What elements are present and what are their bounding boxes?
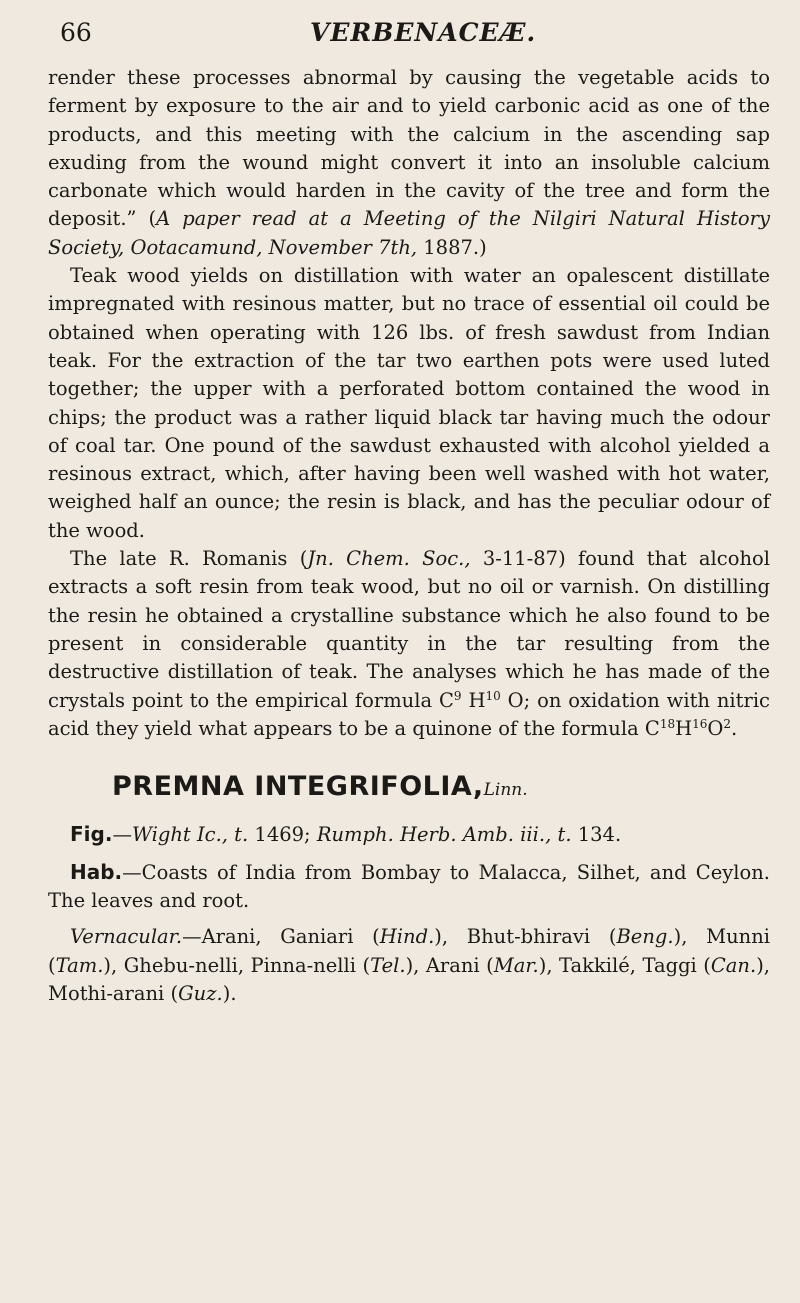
paragraph-continuation: render these processes abnormal by causing the vegetable acids to ferment by exposure to the air and to yield carbonic acid as one of the products, and this meeting with the calcium in the ascending sap exuding from the wound might convert it into an insoluble calcium carbonate which would harden in the cavity of the tree and form the deposit.” (A paper read at a Meeting of the Nilgiri Natural History Society, Ootacamund, November 7th, 1887.) (48, 66, 770, 259)
spacer (48, 915, 770, 923)
page-header (48, 18, 770, 64)
species-heading (48, 773, 770, 804)
page-number: 66 (60, 18, 92, 47)
body-text (48, 64, 770, 1008)
species-authority: Linn. (483, 780, 528, 801)
fig-label: Fig. (70, 822, 113, 847)
citation: A paper read at a Meeting of the Nilgiri Natural History Society, Ootacamund, November 7th, (48, 207, 770, 259)
fig-paragraph: Fig.—Wight Ic., t. 1469; Rumph. Herb. Amb. iii., t. 134. (70, 822, 622, 847)
paragraph-teak-distillation: Teak wood yields on distillation with water an opalescent distillate impregnated with resinous matter, but no trace of essential oil could be obtained when operating with 126 lbs. of fresh sawdust from Indian teak. For the extraction of the tar two earthen pots were used luted together; the upper with a perforated bottom contained the wood in chips; the product was a rather liquid black tar having much the odour of coal tar. One pound of the sawdust exhausted with alcohol yielded a resinous extract, which, after having been well washed with hot water, weighed half an ounce; the resin is black, and has the peculiar odour of the wood. (48, 264, 770, 542)
hab-paragraph: Hab.—Coasts of India from Bombay to Malacca, Silhet, and Ceylon. The leaves and root. (48, 859, 770, 913)
citation: Jn. Chem. Soc., (307, 547, 471, 571)
spacer (48, 850, 770, 858)
vernacular-paragraph: Vernacular.—Arani, Ganiari (Hind.), Bhut-bhiravi (Beng.), Munni (Tam.), Ghebu-nelli, Pinna-nelli (Tel.), Arani (Mar.), Takkilé, Taggi (Can.), Mothi-arani (Guz.). (48, 925, 771, 1005)
hab-label: Hab. (70, 859, 123, 884)
species-title: PREMNA INTEGRIFOLIA, (112, 771, 484, 803)
paragraph-romanis: The late R. Romanis (Jn. Chem. Soc., 3-11-87) found that alcohol extracts a soft resin from teak wood, but no oil or varnish. On distilling the resin he obtained a crystalline substance which he also found to be present in considerable quantity in the tar resulting from the destructive distillation of teak. The analyses which he has made of the crystals point to the empirical formula $C^9$ $H^{10}$ O; on oxidation with nitric acid they yield what appears to be a quinone of the formula $C^{18}H^{16}O^2$. (48, 547, 770, 740)
running-head: VERBENACEÆ. (310, 18, 537, 47)
vernacular-label: Vernacular. (70, 925, 183, 949)
